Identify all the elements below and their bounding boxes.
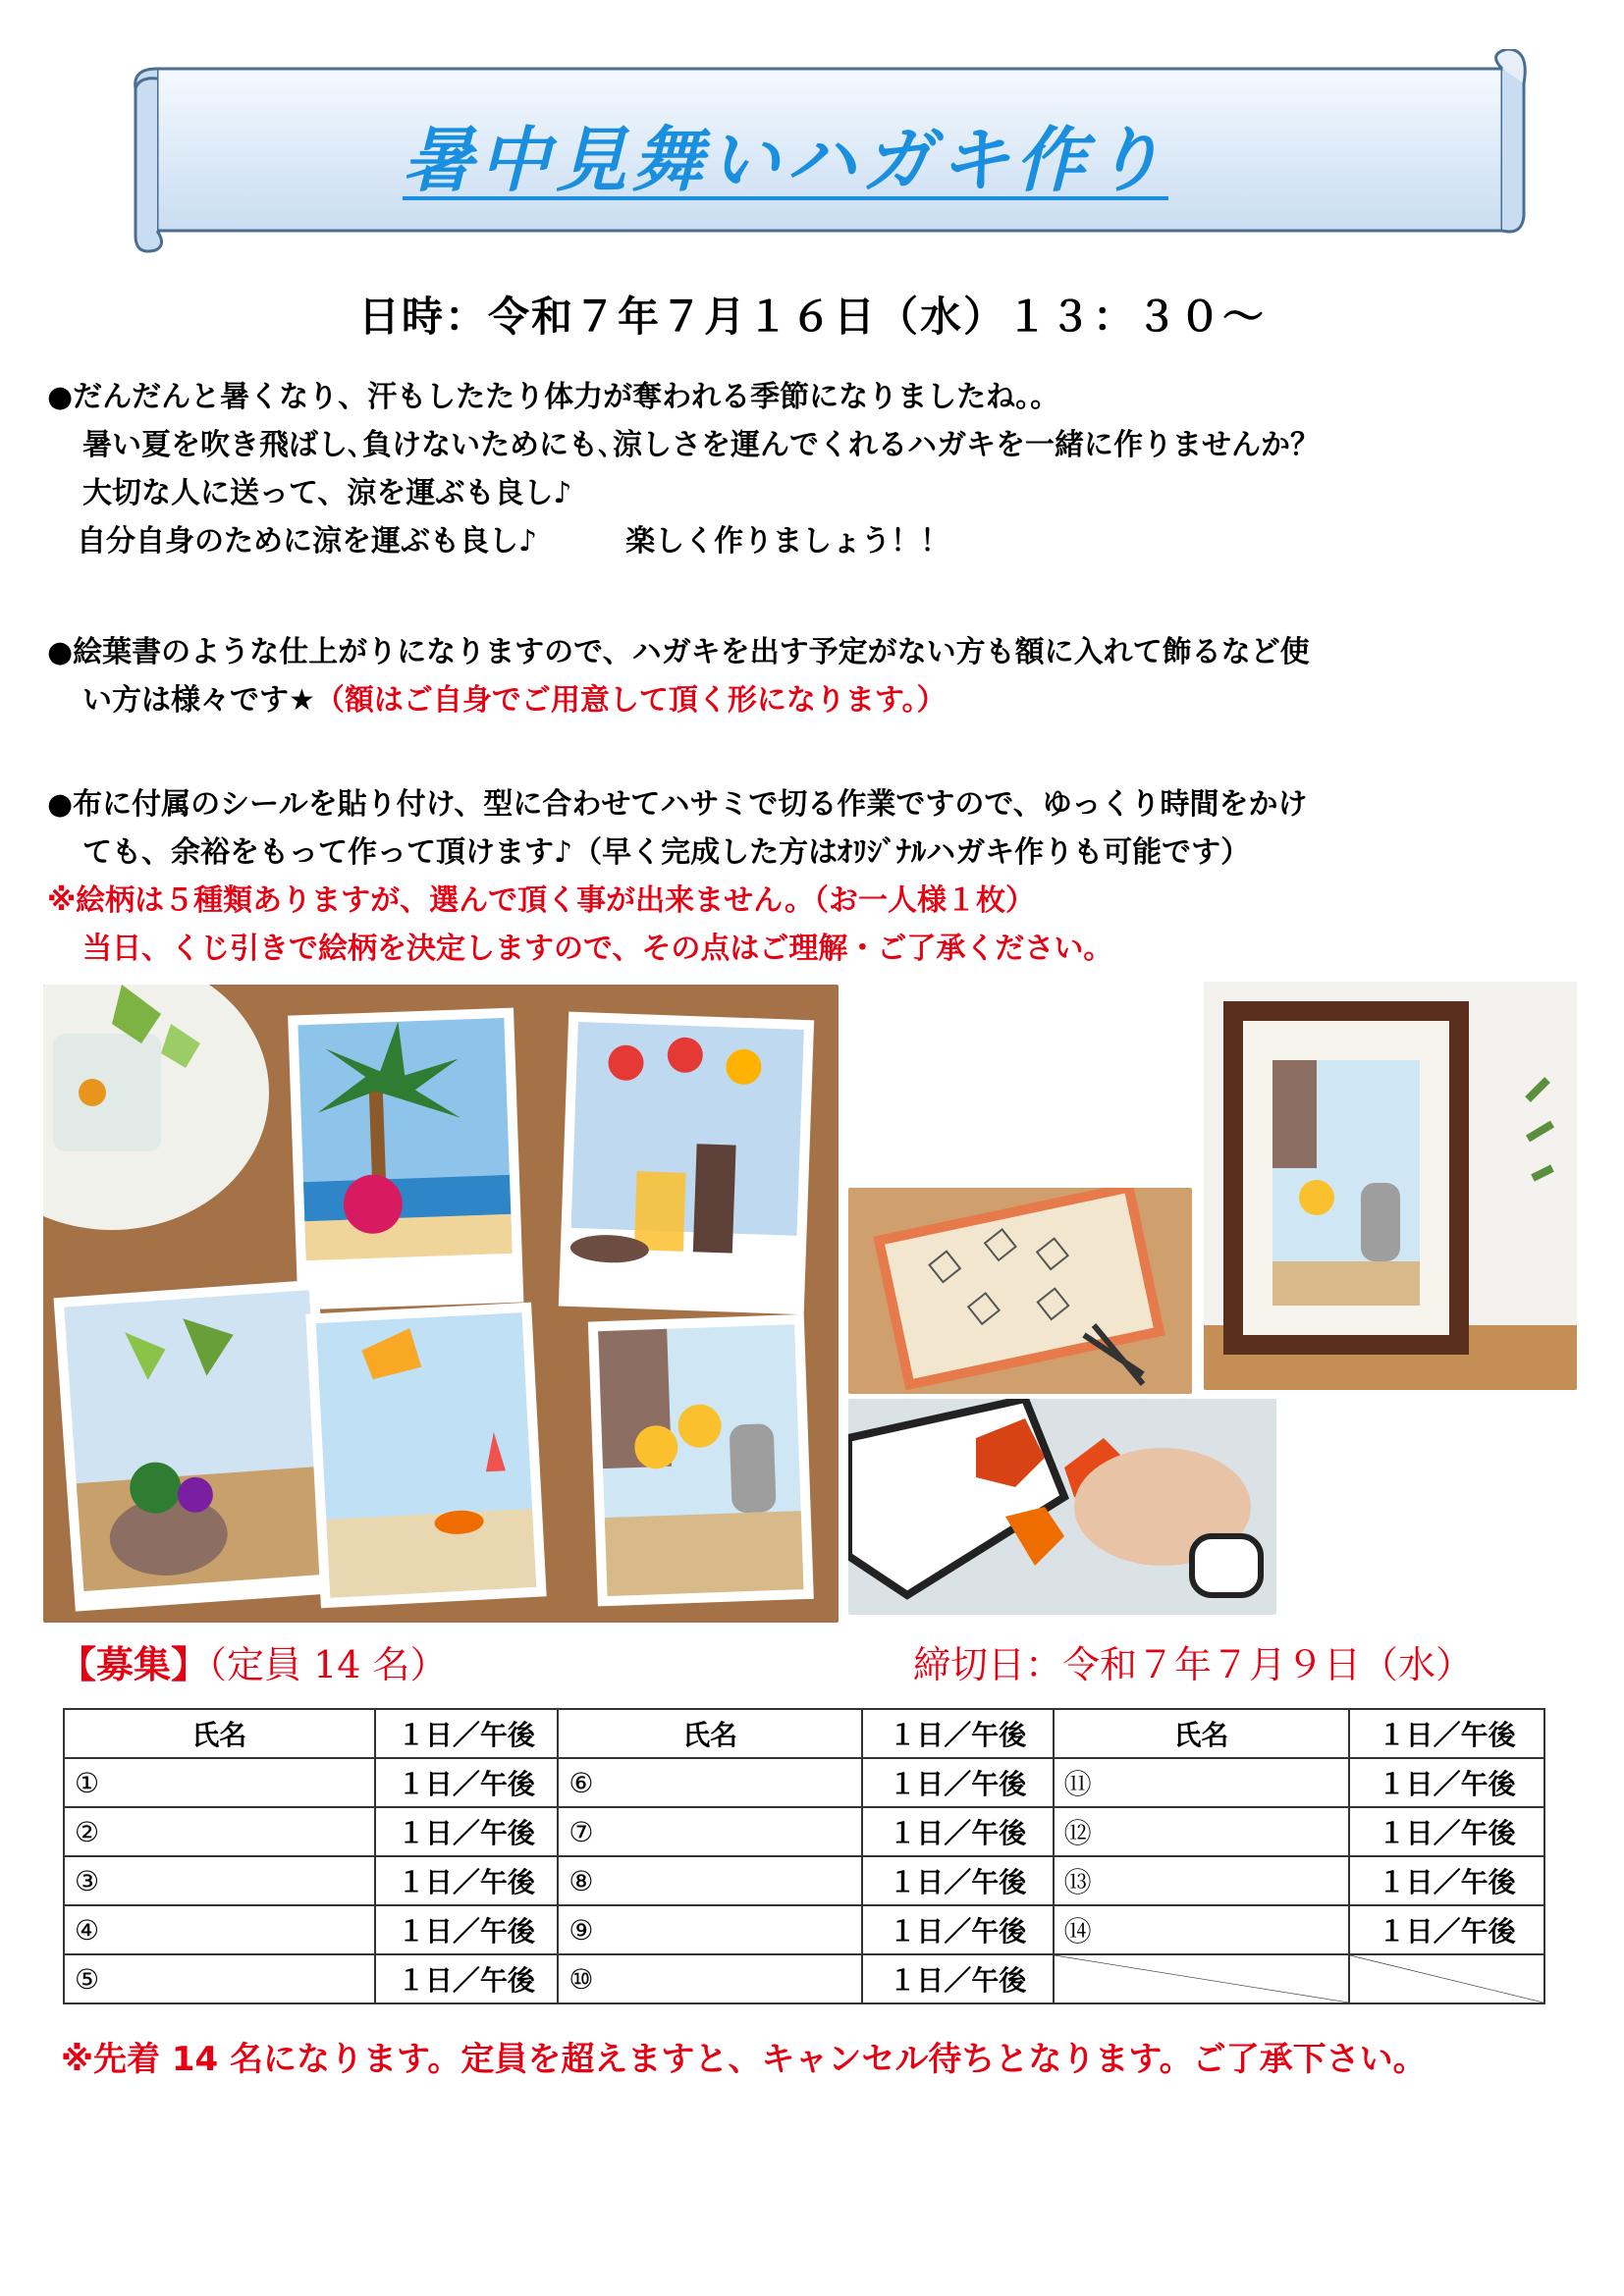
name-cell[interactable]: ①: [64, 1758, 375, 1807]
framed-card-photo: [1204, 982, 1577, 1390]
cutting-photo: [848, 1188, 1192, 1394]
table-row: [64, 1758, 1544, 1807]
session-cell: １日／午後: [862, 1856, 1054, 1905]
table-row: [64, 1856, 1544, 1905]
session-cell: １日／午後: [375, 1758, 559, 1807]
name-cell[interactable]: ⑪: [1054, 1758, 1350, 1807]
finish-paragraph: [47, 628, 1598, 724]
session-cell: １日／午後: [375, 1856, 559, 1905]
header-session-3: １日／午後: [1349, 1709, 1544, 1758]
work-line-1: ●布に付属のシールを貼り付け、型に合わせてハサミで切る作業ですので、ゆっくり時間をかけ: [47, 787, 1308, 822]
session-cell: １日／午後: [862, 1758, 1054, 1807]
name-cell[interactable]: ⑩: [558, 1954, 862, 2003]
design-note-1: ※絵柄は５種類ありますが、選んで頂く事が出来ません。（お一人様１枚）: [47, 883, 1035, 918]
name-cell[interactable]: ⑤: [64, 1954, 375, 2003]
header-session-2: １日／午後: [862, 1709, 1054, 1758]
name-cell[interactable]: ⑬: [1054, 1856, 1350, 1905]
session-cell: １日／午後: [862, 1954, 1054, 2003]
session-cell: １日／午後: [375, 1954, 559, 2003]
intro-line-3: 大切な人に送って、涼を運ぶも良し♪: [82, 476, 572, 510]
intro-line-4: 自分自身のために涼を運ぶも良し♪ 楽しく作りましょう！！: [77, 524, 950, 559]
page-title: 暑中見舞いハガキ作り: [402, 118, 1168, 201]
capacity: （定員 14 名）: [208, 1643, 448, 1686]
finish-line-1: ●絵葉書のような仕上がりになりますので、ハガキを出す予定がない方も額に入れて飾るなど使: [47, 635, 1310, 669]
empty-cell: [1054, 1954, 1350, 2003]
diagonal-line: [1350, 1955, 1543, 2002]
table-row: [64, 1807, 1544, 1856]
session-cell: １日／午後: [375, 1905, 559, 1954]
session-cell: １日／午後: [1349, 1758, 1544, 1807]
session-cell: １日／午後: [1349, 1905, 1544, 1954]
table-row: [64, 1905, 1544, 1954]
name-cell[interactable]: ③: [64, 1856, 375, 1905]
name-cell[interactable]: ②: [64, 1807, 375, 1856]
session-cell: １日／午後: [1349, 1856, 1544, 1905]
diagonal-line: [1055, 1955, 1349, 2002]
intro-paragraph: [47, 373, 1598, 565]
work-line-2: ても、余裕をもって作って頂けます♪（早く完成した方はｵﾘｼﾞﾅﾙハガキ作りも可能です）: [82, 835, 1251, 870]
name-cell[interactable]: ⑧: [558, 1856, 862, 1905]
session-cell: １日／午後: [1349, 1807, 1544, 1856]
name-cell[interactable]: ⑭: [1054, 1905, 1350, 1954]
table-row: [64, 1954, 1544, 2003]
work-paragraph: [47, 780, 1598, 973]
finish-line-2: い方は様々です★: [82, 683, 315, 718]
name-cell[interactable]: ⑨: [558, 1905, 862, 1954]
name-cell[interactable]: ④: [64, 1905, 375, 1954]
header-name-3: 氏名: [1054, 1709, 1350, 1758]
design-note-2: 当日、くじ引きで絵柄を決定しますので、その点はご理解・ご了承ください。: [82, 932, 1113, 966]
name-cell[interactable]: ⑥: [558, 1758, 862, 1807]
name-cell[interactable]: ⑫: [1054, 1807, 1350, 1856]
sticker-photo: [848, 1399, 1276, 1615]
header-name-1: 氏名: [64, 1709, 375, 1758]
recruitment-label: 【募集】: [59, 1642, 209, 1686]
frame-note: （額はご自身でご用意して頂く形になります。）: [314, 683, 947, 718]
postcards-photo: [43, 985, 839, 1623]
intro-line-1: ●だんだんと暑くなり、汗もしたたり体力が奪われる季節になりましたね。。: [47, 380, 1060, 414]
session-cell: １日／午後: [375, 1807, 559, 1856]
deadline: 締切日：令和７年７月９日（水）: [913, 1643, 1474, 1686]
first-come-note: ※先着 14 名になります。定員を超えますと、キャンセル待ちとなります。ご了承下さい。: [61, 2040, 1427, 2079]
session-cell: １日／午後: [862, 1807, 1054, 1856]
signup-table: [63, 1708, 1545, 2004]
intro-line-2: 暑い夏を吹き飛ばし､負けないためにも､涼しさを運んでくれるハガキを一緒に作りませんか？: [82, 428, 1320, 462]
recruitment-heading: [59, 1634, 448, 1688]
header-name-2: 氏名: [558, 1709, 862, 1758]
name-cell[interactable]: ⑦: [558, 1807, 862, 1856]
table-header-row: [64, 1709, 1544, 1758]
event-datetime: 日時：令和７年７月１６日（水）１３：３０～: [357, 293, 1266, 341]
header-session-1: １日／午後: [375, 1709, 559, 1758]
session-cell: １日／午後: [862, 1905, 1054, 1954]
empty-cell: [1349, 1954, 1544, 2003]
